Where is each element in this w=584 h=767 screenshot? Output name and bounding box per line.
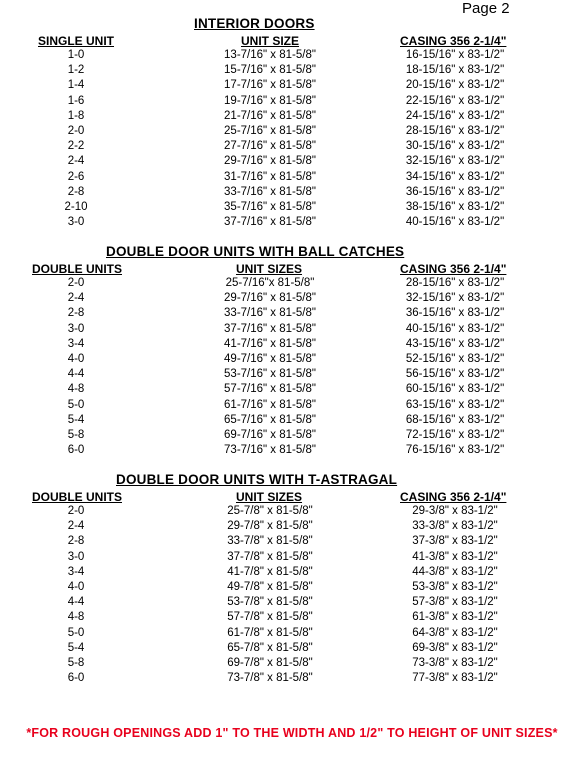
table-row — [0, 124, 584, 139]
column-header-size: UNIT SIZES — [236, 490, 303, 504]
unit-cell: 2-10 — [64, 201, 88, 213]
unit-cell: 5-8 — [67, 657, 85, 669]
table-row — [0, 626, 584, 641]
table-row — [0, 185, 584, 200]
unit-size-cell: 25-7/8" x 81-5/8" — [227, 505, 313, 517]
unit-cell: 4-8 — [67, 611, 85, 624]
unit-cell: 2-8 — [67, 535, 85, 548]
unit-size-cell: 49-7/16" x 81-5/8" — [224, 353, 316, 365]
table-row — [0, 413, 584, 428]
unit-size-cell: 73-7/16" x 81-5/8" — [224, 444, 316, 457]
casing-cell: 34-15/16" x 83-1/2" — [405, 170, 505, 183]
table-row — [0, 291, 584, 306]
unit-cell: 3-0 — [67, 550, 85, 563]
column-header-casing: CASING 356 2-1/4" — [400, 34, 507, 48]
unit-cell: 2-4 — [67, 520, 85, 533]
table-row — [0, 610, 584, 625]
unit-size-cell: 31-7/16" x 81-5/8" — [224, 170, 316, 183]
unit-size-cell: 29-7/16" x 81-5/8" — [224, 292, 316, 305]
casing-cell: 36-15/16" x 83-1/2" — [405, 185, 505, 198]
unit-size-cell: 37-7/16" x 81-5/8" — [224, 322, 316, 335]
table-row — [0, 215, 584, 230]
table-row — [0, 565, 584, 580]
unit-size-cell: 33-7/16" x 81-5/8" — [224, 307, 316, 320]
column-header-unit: DOUBLE UNITS — [32, 262, 122, 276]
unit-size-cell: 65-7/16" x 81-5/8" — [224, 413, 316, 426]
unit-size-cell: 35-7/16" x 81-5/8" — [224, 201, 316, 213]
unit-cell: 2-8 — [67, 307, 85, 320]
unit-size-cell: 27-7/16" x 81-5/8" — [224, 140, 316, 153]
casing-cell: 16-15/16" x 83-1/2" — [405, 49, 505, 61]
table-row — [0, 519, 584, 534]
table-row — [0, 367, 584, 382]
casing-cell: 72-15/16" x 83-1/2" — [405, 429, 505, 441]
casing-cell: 29-3/8" x 83-1/2" — [412, 505, 498, 517]
casing-cell: 43-15/16" x 83-1/2" — [405, 337, 505, 350]
casing-cell: 56-15/16" x 83-1/2" — [405, 368, 505, 381]
table-row — [0, 550, 584, 565]
unit-size-cell: 65-7/8" x 81-5/8" — [227, 641, 313, 654]
unit-size-cell: 17-7/16" x 81-5/8" — [224, 79, 316, 92]
column-header-casing: CASING 356 2-1/4" — [400, 262, 507, 276]
casing-cell: 60-15/16" x 83-1/2" — [405, 383, 505, 396]
casing-cell: 37-3/8" x 83-1/2" — [412, 535, 498, 548]
casing-cell: 40-15/16" x 83-1/2" — [405, 216, 505, 229]
unit-size-cell: 13-7/16" x 81-5/8" — [224, 49, 316, 61]
casing-cell: 32-15/16" x 83-1/2" — [405, 155, 505, 168]
table-row — [0, 656, 584, 671]
table-row — [0, 78, 584, 93]
unit-size-cell: 69-7/16" x 81-5/8" — [224, 429, 316, 441]
table-row — [0, 382, 584, 397]
casing-cell: 52-15/16" x 83-1/2" — [405, 353, 505, 365]
table-row — [0, 154, 584, 169]
unit-size-cell: 61-7/16" x 81-5/8" — [224, 398, 316, 411]
unit-size-cell: 15-7/16" x 81-5/8" — [224, 64, 316, 77]
table-row — [0, 671, 584, 686]
table-row — [0, 322, 584, 337]
unit-cell: 4-8 — [67, 383, 85, 396]
table-row — [0, 139, 584, 154]
unit-size-cell: 53-7/8" x 81-5/8" — [227, 596, 313, 609]
casing-cell: 32-15/16" x 83-1/2" — [405, 292, 505, 305]
section-title: INTERIOR DOORS — [194, 16, 315, 31]
column-header-casing: CASING 356 2-1/4" — [400, 490, 507, 504]
unit-cell: 1-0 — [67, 49, 85, 61]
table-row — [0, 276, 584, 291]
column-header-size: UNIT SIZES — [236, 262, 303, 276]
unit-size-cell: 33-7/8" x 81-5/8" — [227, 535, 313, 548]
table-row — [0, 398, 584, 413]
casing-cell: 24-15/16" x 83-1/2" — [405, 109, 505, 122]
casing-cell: 40-15/16" x 83-1/2" — [405, 322, 505, 335]
unit-size-cell: 53-7/16" x 81-5/8" — [224, 368, 316, 381]
page-number: Page 2 — [462, 0, 510, 17]
table-row — [0, 337, 584, 352]
casing-cell: 28-15/16" x 83-1/2" — [405, 277, 505, 289]
casing-cell: 44-3/8" x 83-1/2" — [412, 565, 498, 578]
unit-cell: 2-2 — [67, 140, 85, 153]
column-header-size: UNIT SIZE — [241, 34, 300, 48]
casing-cell: 22-15/16" x 83-1/2" — [405, 94, 505, 107]
unit-cell: 3-0 — [67, 216, 85, 229]
table-row — [0, 109, 584, 124]
unit-size-cell: 57-7/8" x 81-5/8" — [227, 611, 313, 624]
unit-cell: 5-4 — [67, 413, 85, 426]
table-row — [0, 443, 584, 458]
unit-size-cell: 57-7/16" x 81-5/8" — [224, 383, 316, 396]
table-row — [0, 428, 584, 443]
casing-cell: 18-15/16" x 83-1/2" — [405, 64, 505, 77]
casing-cell: 38-15/16" x 83-1/2" — [405, 201, 505, 213]
casing-cell: 53-3/8" x 83-1/2" — [412, 581, 498, 593]
casing-cell: 30-15/16" x 83-1/2" — [405, 140, 505, 153]
unit-cell: 4-4 — [67, 368, 85, 381]
unit-size-cell: 41-7/8" x 81-5/8" — [227, 565, 313, 578]
casing-cell: 57-3/8" x 83-1/2" — [412, 596, 498, 609]
unit-size-cell: 19-7/16" x 81-5/8" — [224, 94, 316, 107]
table-row — [0, 595, 584, 610]
casing-cell: 61-3/8" x 83-1/2" — [412, 611, 498, 624]
unit-size-cell: 37-7/8" x 81-5/8" — [227, 550, 313, 563]
unit-cell: 2-4 — [67, 155, 85, 168]
section-title: DOUBLE DOOR UNITS WITH T-ASTRAGAL — [116, 472, 398, 487]
unit-size-cell: 37-7/16" x 81-5/8" — [224, 216, 316, 229]
table-row — [0, 534, 584, 549]
casing-cell: 73-3/8" x 83-1/2" — [412, 657, 498, 669]
unit-cell: 3-4 — [67, 337, 85, 350]
casing-cell: 41-3/8" x 83-1/2" — [412, 550, 498, 563]
unit-size-cell: 33-7/16" x 81-5/8" — [224, 185, 316, 198]
unit-size-cell: 29-7/8" x 81-5/8" — [227, 520, 313, 533]
unit-cell: 1-8 — [67, 109, 85, 122]
unit-cell: 5-0 — [67, 626, 85, 639]
table-row — [0, 352, 584, 367]
column-header-unit: DOUBLE UNITS — [32, 490, 122, 504]
unit-size-cell: 41-7/16" x 81-5/8" — [224, 337, 316, 350]
rough-opening-footnote: *FOR ROUGH OPENINGS ADD 1" TO THE WIDTH AND 1/2" TO HEIGHT OF UNIT SIZES* — [26, 726, 558, 740]
unit-size-cell: 69-7/8" x 81-5/8" — [227, 657, 313, 669]
unit-cell: 2-0 — [67, 505, 85, 517]
table-row — [0, 306, 584, 321]
casing-cell: 20-15/16" x 83-1/2" — [405, 79, 505, 92]
casing-cell: 76-15/16" x 83-1/2" — [405, 444, 505, 457]
table-row — [0, 200, 584, 215]
unit-size-cell: 61-7/8" x 81-5/8" — [227, 626, 313, 639]
unit-size-cell: 25-7/16"x 81-5/8" — [225, 277, 315, 289]
unit-cell: 5-4 — [67, 641, 85, 654]
unit-cell: 5-0 — [67, 398, 85, 411]
casing-cell: 69-3/8" x 83-1/2" — [412, 641, 498, 654]
unit-size-cell: 21-7/16" x 81-5/8" — [224, 109, 316, 122]
section-title: DOUBLE DOOR UNITS WITH BALL CATCHES — [106, 244, 405, 259]
unit-cell: 5-8 — [67, 429, 85, 441]
unit-size-cell: 73-7/8" x 81-5/8" — [227, 672, 313, 685]
table-row — [0, 504, 584, 519]
casing-cell: 36-15/16" x 83-1/2" — [405, 307, 505, 320]
unit-size-cell: 49-7/8" x 81-5/8" — [227, 581, 313, 593]
unit-cell: 4-0 — [67, 353, 85, 365]
casing-cell: 64-3/8" x 83-1/2" — [412, 626, 498, 639]
unit-cell: 1-4 — [67, 79, 85, 92]
unit-cell: 2-4 — [67, 292, 85, 305]
table-row — [0, 48, 584, 63]
table-row — [0, 580, 584, 595]
unit-size-cell: 25-7/16" x 81-5/8" — [224, 125, 316, 137]
unit-cell: 4-4 — [67, 596, 85, 609]
casing-cell: 77-3/8" x 83-1/2" — [412, 672, 498, 685]
casing-cell: 28-15/16" x 83-1/2" — [405, 125, 505, 137]
unit-cell: 2-8 — [67, 185, 85, 198]
table-row — [0, 641, 584, 656]
column-header-unit: SINGLE UNIT — [38, 34, 115, 48]
table-row — [0, 63, 584, 78]
unit-cell: 2-6 — [67, 170, 85, 183]
unit-cell: 2-0 — [67, 125, 85, 137]
unit-cell: 1-6 — [67, 94, 85, 107]
table-row — [0, 170, 584, 185]
unit-cell: 3-0 — [67, 322, 85, 335]
table-row — [0, 94, 584, 109]
unit-cell: 6-0 — [67, 444, 85, 457]
unit-cell: 1-2 — [67, 64, 85, 77]
casing-cell: 68-15/16" x 83-1/2" — [405, 413, 505, 426]
unit-size-cell: 29-7/16" x 81-5/8" — [224, 155, 316, 168]
unit-cell: 6-0 — [67, 672, 85, 685]
unit-cell: 2-0 — [67, 277, 85, 289]
unit-cell: 3-4 — [67, 565, 85, 578]
casing-cell: 33-3/8" x 83-1/2" — [412, 520, 498, 533]
unit-cell: 4-0 — [67, 581, 85, 593]
casing-cell: 63-15/16" x 83-1/2" — [405, 398, 505, 411]
